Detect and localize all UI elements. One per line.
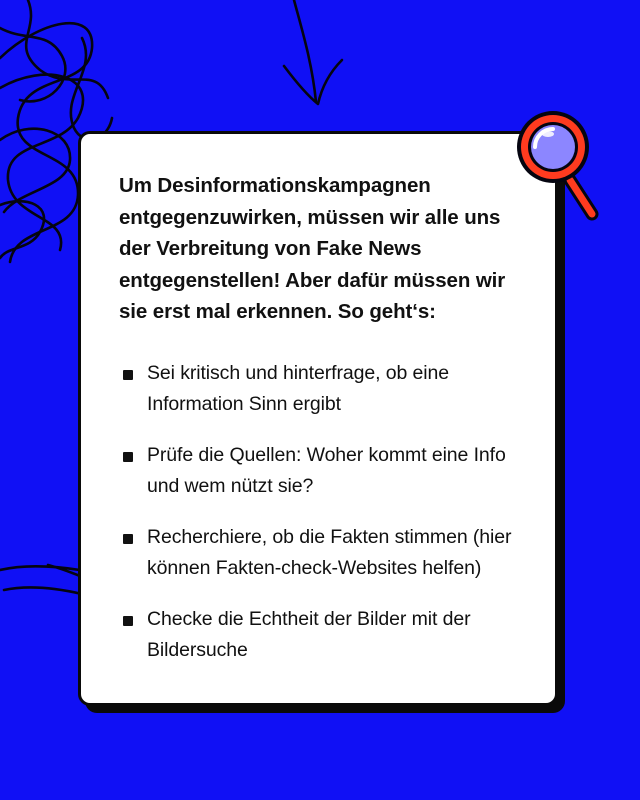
list-item <box>119 358 515 420</box>
list-item-text: Sei kritisch und hinterfrage, ob eine Information Sinn ergibt <box>147 361 449 415</box>
magnifying-glass-icon <box>508 102 604 222</box>
list-item <box>119 440 515 502</box>
list-item-text: Recherchiere, ob die Fakten stimmen (hier können Fakten-check-Websites helfen) <box>147 525 512 579</box>
square-bullet-icon <box>123 616 133 626</box>
intro-text: Um Desinformationskampagnen entgegenzuwirken, müssen wir alle uns der Verbreitung von Fake News entgegenstellen! Aber dafür müssen wir sie erst mal erkennen. So geht‘s: <box>119 174 506 323</box>
list-item <box>119 522 515 584</box>
list-item-text: Prüfe die Quellen: Woher kommt eine Info und wem nützt sie? <box>147 443 506 497</box>
list-item-text: Checke die Echtheit der Bilder mit der Bildersuche <box>147 607 471 661</box>
list-item <box>119 604 515 666</box>
square-bullet-icon <box>123 534 133 544</box>
square-bullet-icon <box>123 452 133 462</box>
tips-list <box>119 358 515 666</box>
square-bullet-icon <box>123 370 133 380</box>
info-card <box>78 131 558 706</box>
